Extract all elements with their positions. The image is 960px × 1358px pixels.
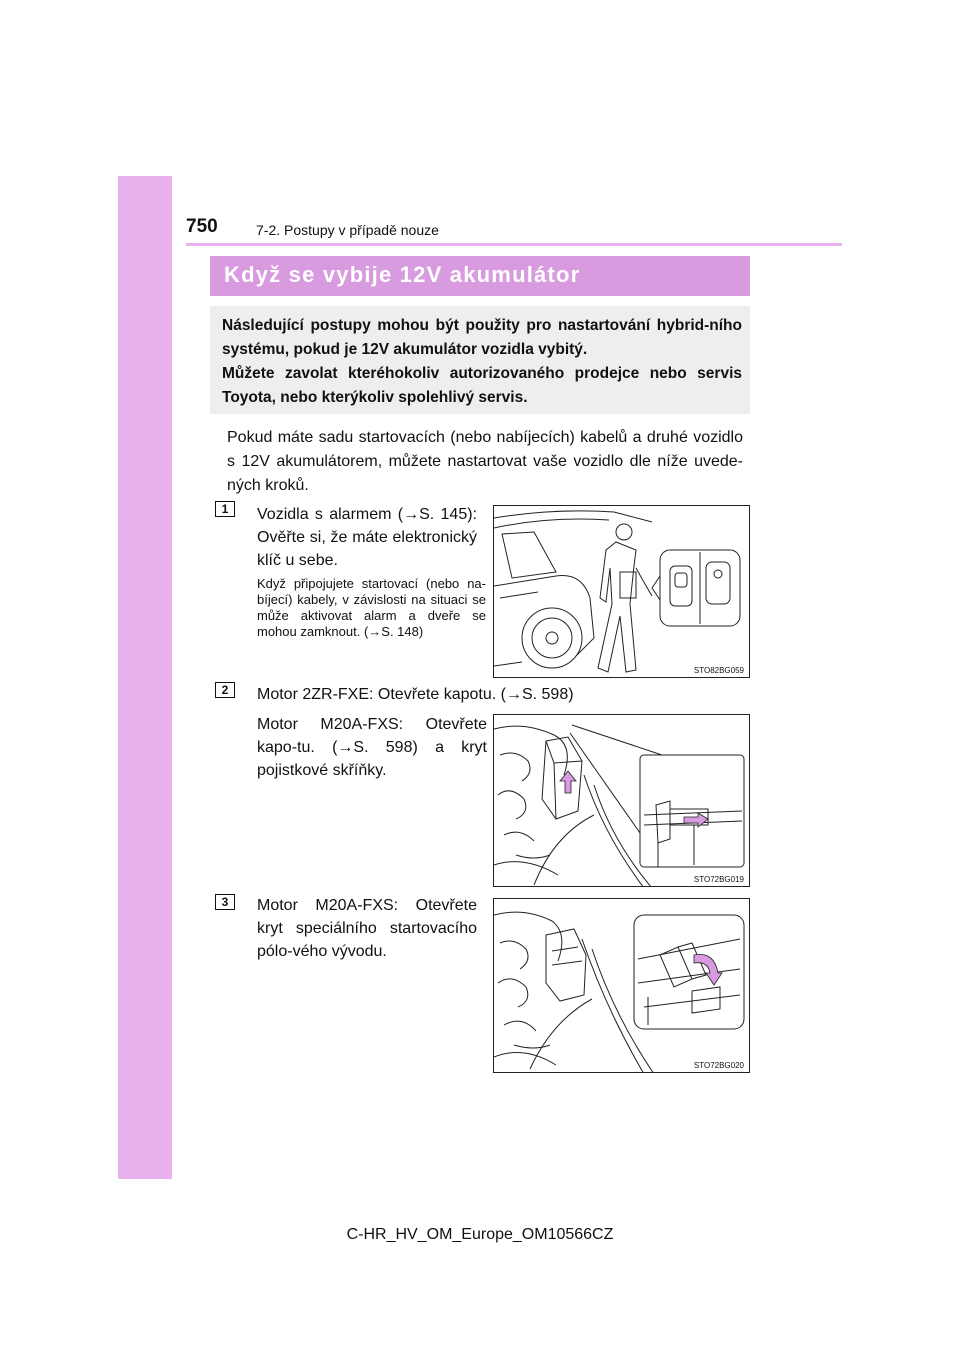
step-1-text: Vozidla s alarmem (→S. 145): Ověřte si, že máte elektronický klíč u sebe.: [257, 506, 477, 569]
step-1-number: 1: [215, 501, 235, 517]
car-and-key-illustration: [494, 506, 750, 678]
step-2-text-2: Motor M20A-FXS: Otevřete kapo-tu. (→S. 598) a kryt pojistkové skříňky.: [257, 716, 487, 779]
step-2-text: Motor 2ZR-FXE: Otevřete kapotu. (→S. 598): [257, 686, 574, 703]
step-1-figure-code: STO82BG059: [693, 666, 744, 675]
intro-box: [210, 306, 750, 414]
header-divider: [186, 243, 842, 246]
fuse-box-illustration: [494, 715, 750, 887]
step-2-figure-code: STO72BG019: [693, 875, 744, 884]
step-1-figure: [493, 505, 750, 678]
terminal-cover-illustration: [494, 899, 750, 1073]
section-title: Když se vybije 12V akumulátor: [224, 262, 581, 287]
step-2-number: 2: [215, 682, 235, 698]
step-3-figure-code: STO72BG020: [693, 1061, 744, 1070]
page-number: 750: [186, 216, 218, 237]
intro-paragraph-2: Můžete zavolat kteréhokoliv autorizovaného prodejce nebo servis Toyota, nebo kterýkoliv spolehlivý servis.: [222, 365, 742, 406]
intro-paragraph-1: Následující postupy mohou být použity pro nastartování hybrid-ního systému, pokud je 12V akumulátor vozidla vybitý.: [222, 317, 742, 358]
step-1-note: Když připojujete startovací (nebo na-bíjecí) kabely, v závislosti na situaci se může aktivovat alarm a dveře se mohou zamknout. (→S. 148): [257, 576, 486, 639]
body-paragraph: Pokud máte sadu startovacích (nebo nabíjecích) kabelů a druhé vozidlo s 12V akumulátorem, můžete nastartovat vaše vozidlo dle níže uvede-ných kroků.: [227, 429, 743, 494]
chapter-sidebar-tab: [118, 176, 172, 1179]
document-footer: C-HR_HV_OM_Europe_OM10566CZ: [346, 1226, 614, 1243]
step-2-figure: [493, 714, 750, 887]
step-3-figure: [493, 898, 750, 1073]
chapter-heading: 7-2. Postupy v případě nouze: [256, 222, 439, 238]
section-title-bar: [210, 256, 750, 296]
step-3-number: 3: [215, 894, 235, 910]
step-3-text: Motor M20A-FXS: Otevřete kryt speciálního startovacího pólo-vého vývodu.: [257, 897, 477, 960]
